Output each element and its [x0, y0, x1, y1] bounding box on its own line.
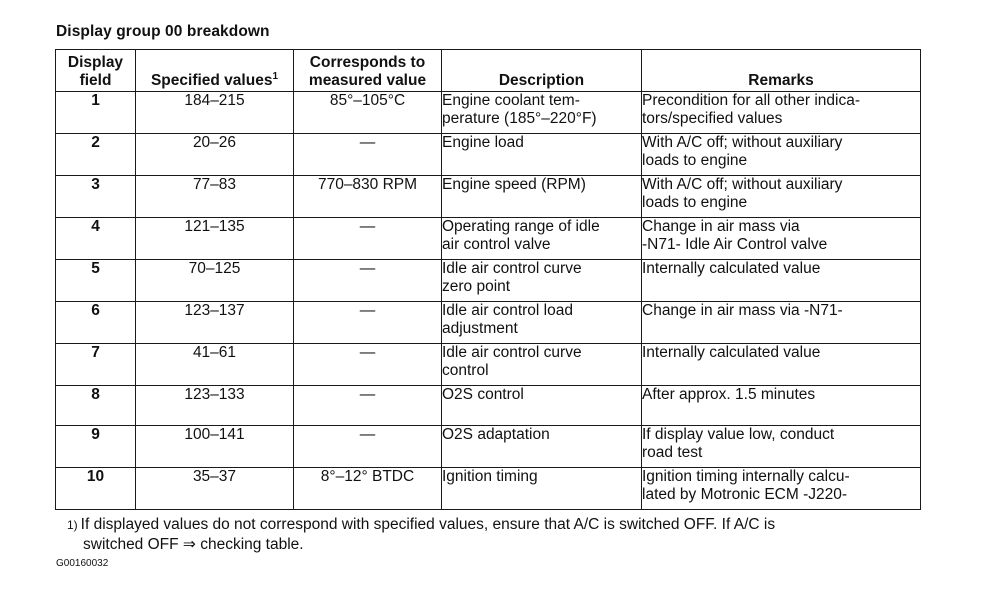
table-row: [56, 468, 921, 510]
header-corresponds: [294, 50, 442, 92]
specified-value-cell: 20–26: [136, 134, 294, 176]
measured-value-cell: —: [294, 218, 442, 260]
remarks-cell: [642, 260, 921, 302]
footnote-marker: 1): [67, 518, 78, 532]
specified-value-cell: 123–137: [136, 302, 294, 344]
remarks-cell-line: tors/specified values: [642, 110, 783, 127]
description-cell: [442, 468, 642, 510]
measured-value-cell: —: [294, 386, 442, 426]
display-field-cell: 7: [56, 344, 136, 386]
table-row: [56, 426, 921, 468]
header-remarks: [642, 50, 921, 92]
measured-value-cell: —: [294, 344, 442, 386]
description-cell-line: Engine load: [442, 134, 524, 151]
remarks-cell: [642, 386, 921, 426]
description-cell-line: Engine speed (RPM): [442, 176, 586, 193]
specified-value-cell: 70–125: [136, 260, 294, 302]
measured-value-cell: —: [294, 134, 442, 176]
remarks-cell: [642, 92, 921, 134]
specified-value-cell: 100–141: [136, 426, 294, 468]
remarks-cell-line: Ignition timing internally calcu-: [642, 468, 850, 485]
specified-value-cell: 41–61: [136, 344, 294, 386]
display-field-cell: 8: [56, 386, 136, 426]
description-cell: [442, 386, 642, 426]
remarks-cell-line: If display value low, conduct: [642, 426, 835, 443]
table-row: [56, 176, 921, 218]
table-row: [56, 92, 921, 134]
description-cell-line: O2S adaptation: [442, 426, 550, 443]
table-row: [56, 302, 921, 344]
header-corr-line1: Corresponds to: [309, 54, 426, 71]
figure-code: G00160032: [56, 558, 109, 569]
specified-value-cell: 184–215: [136, 92, 294, 134]
header-remarks-label: Remarks: [748, 72, 814, 89]
header-display-field: [56, 50, 136, 92]
remarks-cell-line: road test: [642, 444, 703, 461]
remarks-cell-line: With A/C off; without auxiliary: [642, 134, 843, 151]
header-desc-label: Description: [498, 72, 585, 89]
page-title: Display group 00 breakdown: [56, 23, 270, 40]
table-header-row: [56, 50, 921, 92]
description-cell-line: adjustment: [442, 320, 518, 337]
table-row: [56, 386, 921, 426]
description-cell-line: perature (185°–220°F): [442, 110, 597, 127]
remarks-cell-line: lated by Motronic ECM -J220-: [642, 486, 848, 503]
remarks-cell: [642, 218, 921, 260]
measured-value-cell: 85°–105°C: [294, 92, 442, 134]
description-cell-line: Ignition timing: [442, 468, 538, 485]
footnote: [67, 515, 927, 554]
description-cell-line: Idle air control load: [442, 302, 573, 319]
description-cell-line: air control valve: [442, 236, 551, 253]
display-group-table: [55, 49, 921, 510]
header-description: [442, 50, 642, 92]
remarks-cell-line: Change in air mass via -N71-: [642, 302, 843, 319]
measured-value-cell: —: [294, 426, 442, 468]
description-cell: [442, 134, 642, 176]
specified-value-cell: 77–83: [136, 176, 294, 218]
table-row: [56, 134, 921, 176]
display-field-cell: 1: [56, 92, 136, 134]
description-cell-line: Idle air control curve: [442, 344, 582, 361]
description-cell: [442, 426, 642, 468]
remarks-cell: [642, 344, 921, 386]
remarks-cell-line: Internally calculated value: [642, 344, 821, 361]
description-cell-line: O2S control: [442, 386, 524, 403]
description-cell: [442, 176, 642, 218]
measured-value-cell: 770–830 RPM: [294, 176, 442, 218]
remarks-cell-line: Change in air mass via: [642, 218, 800, 235]
description-cell-line: control: [442, 362, 489, 379]
header-corr-line2: measured value: [308, 72, 427, 89]
description-cell-line: Operating range of idle: [442, 218, 600, 235]
footnote-superscript: 1: [272, 70, 279, 82]
description-cell-line: zero point: [442, 278, 511, 295]
remarks-cell-line: With A/C off; without auxiliary: [642, 176, 843, 193]
specified-value-cell: 121–135: [136, 218, 294, 260]
header-spec-label: Specified values: [150, 72, 273, 89]
footnote-line1: If displayed values do not correspond with specified values, ensure that A/C is switched OFF. If A/C is: [80, 516, 776, 533]
description-cell: [442, 218, 642, 260]
measured-value-cell: —: [294, 302, 442, 344]
remarks-cell-line: Precondition for all other indica-: [642, 92, 860, 109]
remarks-cell-line: Internally calculated value: [642, 260, 821, 277]
remarks-cell: [642, 134, 921, 176]
remarks-cell-line: -N71- Idle Air Control valve: [642, 236, 828, 253]
measured-value-cell: 8°–12° BTDC: [294, 468, 442, 510]
footnote-line2: switched OFF ⇒ checking table.: [83, 536, 304, 553]
remarks-cell: [642, 468, 921, 510]
description-cell: [442, 344, 642, 386]
header-specified-values: [136, 50, 294, 92]
table-row: [56, 344, 921, 386]
description-cell-line: Engine coolant tem-: [442, 92, 580, 109]
display-field-cell: 4: [56, 218, 136, 260]
description-cell: [442, 260, 642, 302]
specified-value-cell: 35–37: [136, 468, 294, 510]
header-field-line1: Display: [67, 54, 124, 71]
header-field-line2: field: [79, 72, 112, 89]
table-row: [56, 260, 921, 302]
specified-value-cell: 123–133: [136, 386, 294, 426]
table-row: [56, 218, 921, 260]
remarks-cell-line: After approx. 1.5 minutes: [642, 386, 816, 403]
description-cell: [442, 92, 642, 134]
display-field-cell: 5: [56, 260, 136, 302]
display-field-cell: 6: [56, 302, 136, 344]
display-field-cell: 2: [56, 134, 136, 176]
display-field-cell: 10: [56, 468, 136, 510]
remarks-cell-line: loads to engine: [642, 152, 748, 169]
description-cell-line: Idle air control curve: [442, 260, 582, 277]
display-field-cell: 3: [56, 176, 136, 218]
remarks-cell: [642, 176, 921, 218]
display-field-cell: 9: [56, 426, 136, 468]
remarks-cell: [642, 302, 921, 344]
remarks-cell-line: loads to engine: [642, 194, 748, 211]
remarks-cell: [642, 426, 921, 468]
description-cell: [442, 302, 642, 344]
measured-value-cell: —: [294, 260, 442, 302]
